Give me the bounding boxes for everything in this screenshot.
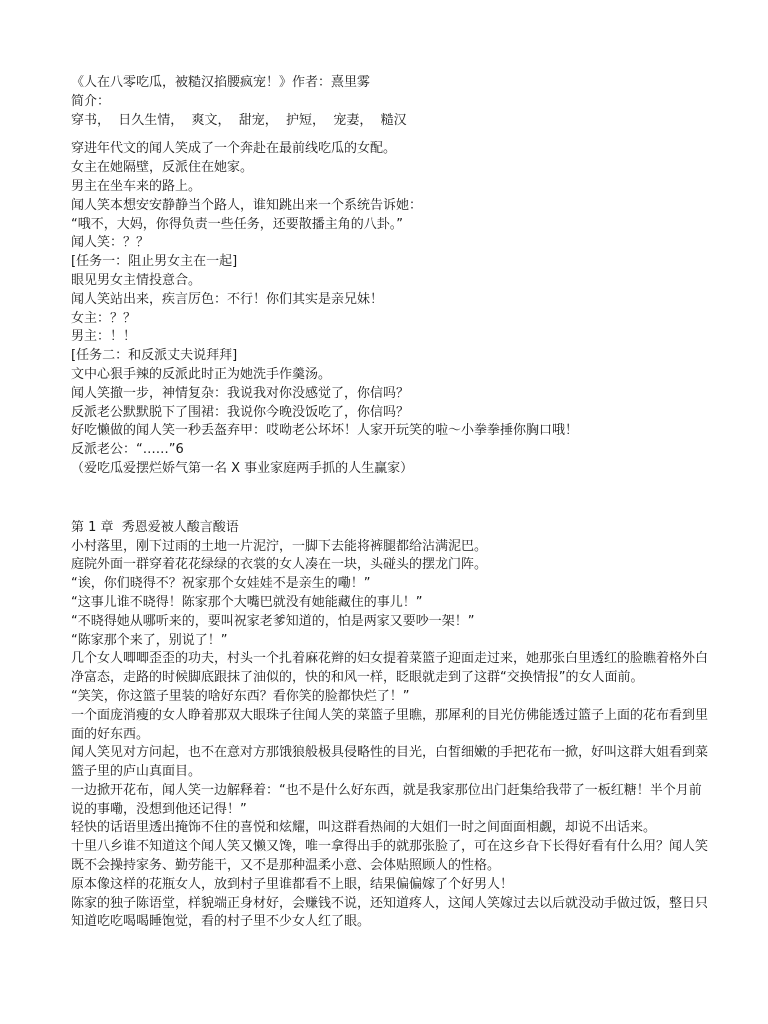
synopsis-line: [任务二：和反派丈夫说拜拜] <box>71 348 238 364</box>
synopsis-line: 好吃懒做的闻人笑一秒丢盔弃甲：哎呦老公坏坏！人家开玩笑的啦～小拳拳捶你胸口哦！ <box>71 423 579 439</box>
chapter-body <box>71 538 711 933</box>
synopsis-line: 女主在她隔壁，反派住在她家。 <box>71 160 254 176</box>
synopsis-line: （爱吃瓜爱摆烂娇气第一名 X 事业家庭两手抓的人生赢家） <box>71 460 414 476</box>
synopsis-line: 眼见男女主情投意合。 <box>71 272 202 288</box>
synopsis-line: 文中心狠手辣的反派此时正为她洗手作羹汤。 <box>71 366 332 382</box>
chapter-paragraph: 几个女人唧唧歪歪的功夫，村头一个扎着麻花辫的妇女提着菜篮子迎面走过来，她那张白里透红的脸瞧着格外白净富态，走路的时候脚底跟抹了油似的，快的和风一样，眨眼就走到了这群“交换情报”的女人面前。 <box>71 651 709 686</box>
intro-label: 简介： <box>71 93 111 109</box>
synopsis-line: 闻人笑：？？ <box>71 235 150 251</box>
tags-line: 穿书， 日久生情， 爽文， 甜宠， 护短， 宠妻， 糙汉 <box>71 112 407 128</box>
synopsis-line: [任务一：阻止男女主在一起] <box>71 254 238 270</box>
synopsis-line: 反派老公默默脱下了围裙：我说你今晚没饭吃了，你信吗？ <box>71 404 410 420</box>
chapter-paragraph: 闻人笑见对方问起，也不在意对方那饿狼般极具侵略性的目光，白皙细嫩的手把花布一掀，好叫这群大姐看到菜篮子里的庐山真面目。 <box>71 745 709 780</box>
synopsis-line: 穿进年代文的闻人笑成了一个奔赴在最前线吃瓜的女配。 <box>71 141 397 157</box>
chapter-paragraph: “这事儿谁不晓得！陈家那个大嘴巴就没有她能藏住的事儿！” <box>71 594 423 610</box>
chapter-paragraph: 轻快的话语里透出掩饰不住的喜悦和炫耀，叫这群看热闹的大姐们一时之间面面相觑，却说不出话来。 <box>71 820 657 836</box>
chapter-paragraph: “笑笑，你这篮子里装的啥好东西？看你笑的脸都快烂了！” <box>71 688 410 704</box>
chapter-paragraph: 庭院外面一群穿着花花绿绿的衣裳的女人凑在一块，头碰头的摆龙门阵。 <box>71 557 488 573</box>
chapter-paragraph: 陈家的独子陈语堂，样貌端正身材好，会赚钱不说，还知道疼人，这闻人笑嫁过去以后就没动手做过饭，整日只知道吃吃喝喝睡饱觉，看的村子里不少女人红了眼。 <box>71 895 709 930</box>
chapter-paragraph: “不晓得她从哪听来的，要叫祝家老爹知道的，怕是两家又要吵一架！” <box>71 613 475 629</box>
synopsis <box>71 140 711 478</box>
chapter-paragraph: “陈家那个来了，别说了！” <box>71 632 228 648</box>
chapter-paragraph: 十里八乡谁不知道这个闻人笑又懒又馋，唯一拿得出手的就那张脸了，可在这乡旮下长得好看有什么用？闻人笑既不会操持家务、勤劳能干，又不是那种温柔小意、会体贴照顾人的性格。 <box>71 839 709 874</box>
synopsis-line: 闻人笑撤一步，神情复杂：我说我对你没感觉了，你信吗？ <box>71 385 410 401</box>
chapter-paragraph: 一个面庞消瘦的女人睁着那双大眼珠子往闻人笑的菜篮子里瞧，那犀利的目光仿佛能透过篮子上面的花布看到里面的好东西。 <box>71 707 709 742</box>
synopsis-line: 反派老公：“……”6 <box>71 442 184 458</box>
synopsis-line: 女主：？？ <box>71 310 137 326</box>
synopsis-line: 闻人笑本想安安静静当个路人，谁知跳出来一个系统告诉她： <box>71 197 423 213</box>
chapter-paragraph: 小村落里，刚下过雨的土地一片泥泞，一脚下去能将裤腿都给沾满泥巴。 <box>71 538 488 554</box>
chapter-paragraph: “诶，你们晓得不？祝家那个女娃娃不是亲生的嘞！” <box>71 576 371 592</box>
synopsis-line: 男主在坐车来的路上。 <box>71 178 202 194</box>
book-title-line: 《人在八零吃瓜，被糙汉掐腰疯宠！》作者：熹里雾 <box>71 75 371 90</box>
chapter-paragraph: 一边掀开花布，闻人笑一边解释着：“也不是什么好东西，就是我家那位出门赶集给我带了一板红糖！半个月前说的事嘞，没想到他还记得！” <box>71 782 702 817</box>
chapter-paragraph: 原本像这样的花瓶女人，放到村子里谁都看不上眼，结果偏偏嫁了个好男人！ <box>71 876 514 892</box>
synopsis-line: 男主：！！ <box>71 329 137 345</box>
document-page <box>71 74 711 932</box>
chapter-title: 第 1 章 秀恩爱被人酸言酸语 <box>71 519 239 535</box>
synopsis-line: “哦不，大妈，你得负责一些任务，还要散播主角的八卦。” <box>71 216 403 232</box>
synopsis-line: 闻人笑站出来，疾言厉色：不行！你们其实是亲兄妹！ <box>71 291 384 307</box>
